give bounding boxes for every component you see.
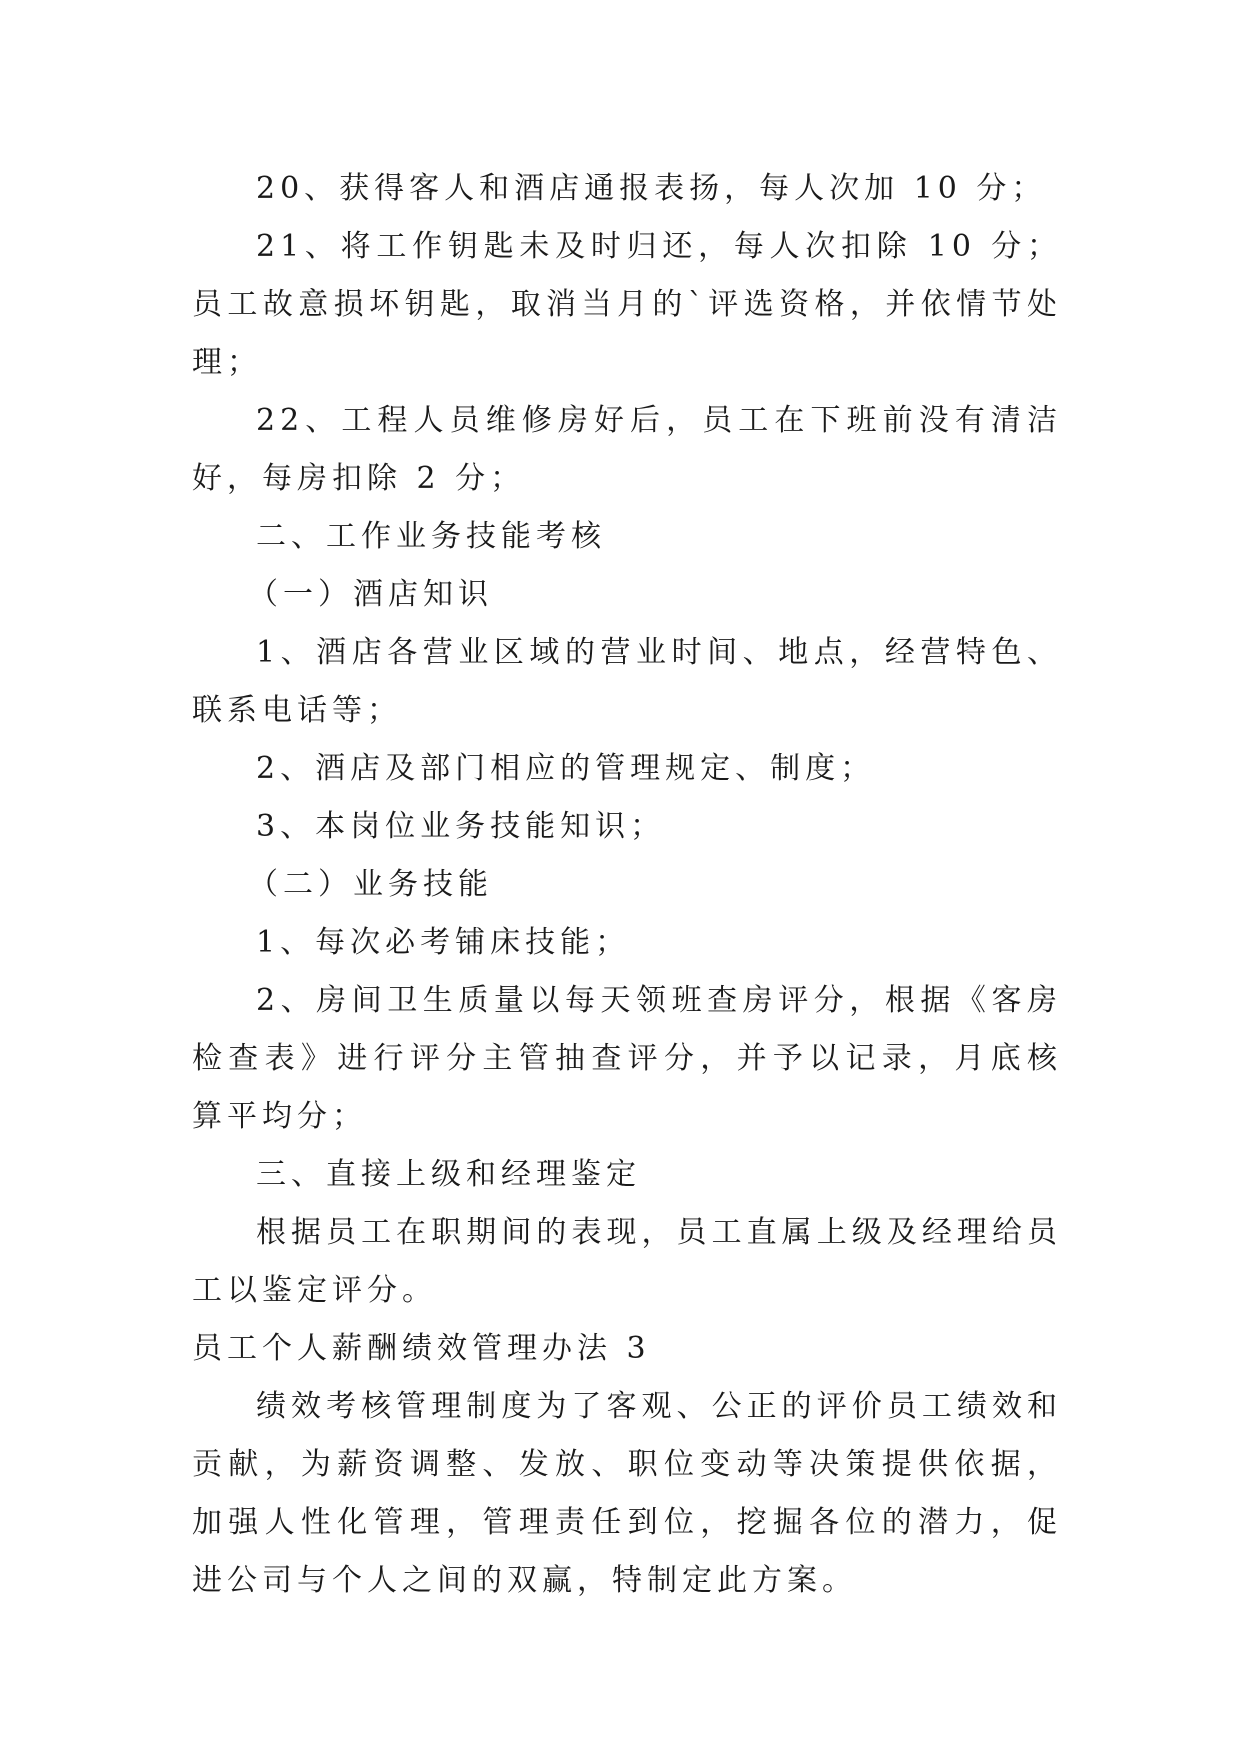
knowledge-item-1: 1、酒店各营业区域的营业时间、地点，经营特色、联系电话等； [192,635,1062,728]
paragraph-item-20: 20、获得客人和酒店通报表扬，每人次加 10 分； [256,171,1047,206]
intro-paragraph: 绩效考核管理制度为了客观、公正的评价员工绩效和贡献，为薪资调整、发放、职位变动等决策提供依据，加强人性化管理，管理责任到位，挖掘各位的潜力，促进公司与个人之间的双赢，特制定此方案。 [192,1389,1062,1598]
section-heading-skills: 二、工作业务技能考核 [256,519,606,554]
section-heading-manager-appraisal: 三、直接上级和经理鉴定 [256,1157,641,1192]
skill-item-2: 2、房间卫生质量以每天领班查房评分，根据《客房检查表》进行评分主管抽查评分，并予以记录，月底核算平均分； [192,983,1062,1134]
document-title-3: 员工个人薪酬绩效管理办法 3 [192,1331,651,1366]
paragraph-item-22: 22、工程人员维修房好后，员工在下班前没有清洁好，每房扣除 2 分； [192,403,1062,496]
paragraph-item-21: 21、将工作钥匙未及时归还，每人次扣除 10 分；员工故意损坏钥匙，取消当月的`评选资格，并依情节处理； [192,229,1062,380]
knowledge-item-2: 2、酒店及部门相应的管理规定、制度； [256,751,876,786]
appraisal-paragraph: 根据员工在职期间的表现，员工直属上级及经理给员工以鉴定评分。 [192,1215,1062,1308]
subsection-heading-hotel-knowledge: （一）酒店知识 [248,577,493,612]
document-body [192,160,1062,1610]
skill-item-1: 1、每次必考铺床技能； [256,925,631,960]
knowledge-item-3: 3、本岗位业务技能知识； [256,809,666,844]
subsection-heading-business-skills: （二）业务技能 [248,867,493,902]
